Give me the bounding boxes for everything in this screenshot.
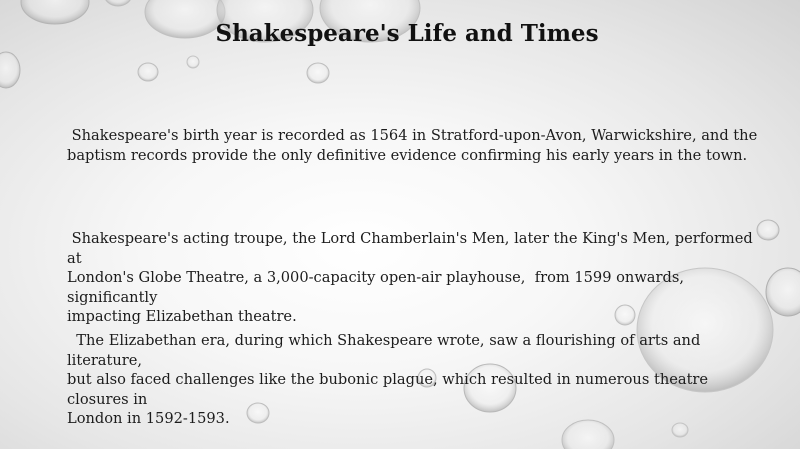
slide-title: Shakespeare's Life and Times (215, 20, 599, 47)
paragraph-elizabethan-era: The Elizabethan era, during which Shakespeare wrote, saw a flourishing of arts and literature, but also faced challenges like the bubonic plague, which resulted in numerous theatre closures in London in 1592-1593. (67, 332, 709, 427)
paragraph-birth: Shakespeare's birth year is recorded as 1564 in Stratford-upon-Avon, Warwickshire, and the baptism records provide the only definitive evidence confirming his early years in the town. (67, 127, 758, 164)
paragraph-acting-troupe: Shakespeare's acting troupe, the Lord Chamberlain's Men, later the King's Men, performed at London's Globe Theatre, a 3,000-capacity open-air playhouse, from 1599 onwards, significantly impacting Elizabethan theatre. (67, 230, 753, 325)
